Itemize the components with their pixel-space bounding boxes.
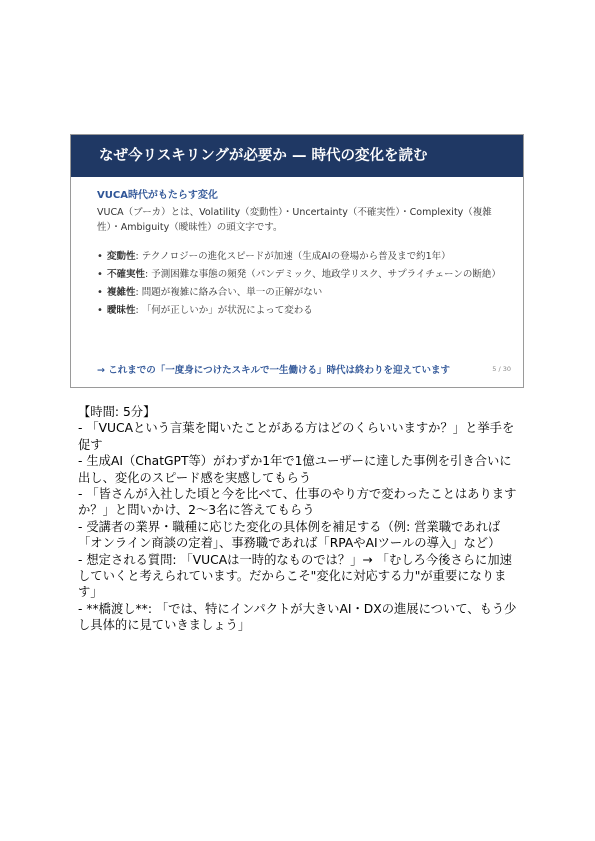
page-number: 5 / 30 — [492, 365, 511, 373]
slide-title: なぜ今リスキリングが必要か — 時代の変化を読む — [71, 135, 523, 177]
bullet-term: 不確実性 — [107, 269, 146, 280]
bullet-text: : テクノロジーの進化スピードが加速（生成AIの登場から普及まで約1年） — [135, 251, 451, 262]
bullet-text: : 予測困難な事態の頻発（パンデミック、地政学リスク、サプライチェーンの断絶） — [145, 269, 501, 280]
bullet-item — [97, 249, 503, 264]
notes-line: - 受講者の業界・職種に応じた変化の具体例を補足する（例: 営業職であれば「オンライン商談の定着」、事務職であれば「RPAやAIツールの導入」など） — [78, 519, 501, 551]
notes-line: 【時間: 5分】 — [78, 405, 156, 419]
notes-line: - 想定される質問: 「VUCAは一時的なものでは？」→ 「むしろ今後さらに加速していくと考えられています。だからこそ"変化に対応する力"が重要になります」 — [78, 552, 512, 600]
speaker-notes — [78, 404, 522, 634]
notes-line: - 「VUCAという言葉を聞いたことがある方はどのくらいいますか？」と挙手を促す — [78, 421, 515, 452]
bullet-term: 複雑性 — [107, 287, 136, 298]
section-title: VUCA時代がもたらす変化 — [97, 190, 218, 201]
notes-line: - **橋渡し**: 「では、特にインパクトが大きいAI・DXの進展について、もう少し具体的に見ていきましょう」 — [78, 601, 517, 633]
notes-line: - 「皆さんが入社した頃と今を比べて、仕事のやり方で変わったことはありますか？」と問いかけ、2〜3名に答えてもらう — [78, 487, 517, 518]
bullet-term: 曖昧性 — [107, 305, 136, 316]
bullet-term: 変動性 — [107, 251, 136, 262]
slide-body — [71, 177, 523, 318]
bullet-item — [97, 285, 503, 300]
slide-thumbnail — [70, 134, 524, 388]
conclusion-text: → これまでの「一度身につけたスキルで一生働ける」時代は終わりを迎えています — [97, 365, 450, 376]
bullet-text: : 「何が正しいか」が状況によって変わる — [135, 305, 313, 316]
bullet-item — [97, 267, 503, 282]
bullet-text: : 問題が複雑に絡み合い、単一の正解がない — [135, 287, 323, 298]
bullet-item — [97, 303, 503, 318]
bullet-list — [97, 249, 503, 318]
notes-line: - 生成AI（ChatGPT等）がわずか1年で1億ユーザーに達した事例を引き合いに出し、変化のスピード感を実感してもらう — [78, 454, 512, 485]
intro-text: VUCA（ブーカ）とは、Volatility（変動性）・Uncertainty（不確実性）・Complexity（複雑性）・Ambiguity（曖昧性）の頭文字です。 — [97, 207, 492, 233]
